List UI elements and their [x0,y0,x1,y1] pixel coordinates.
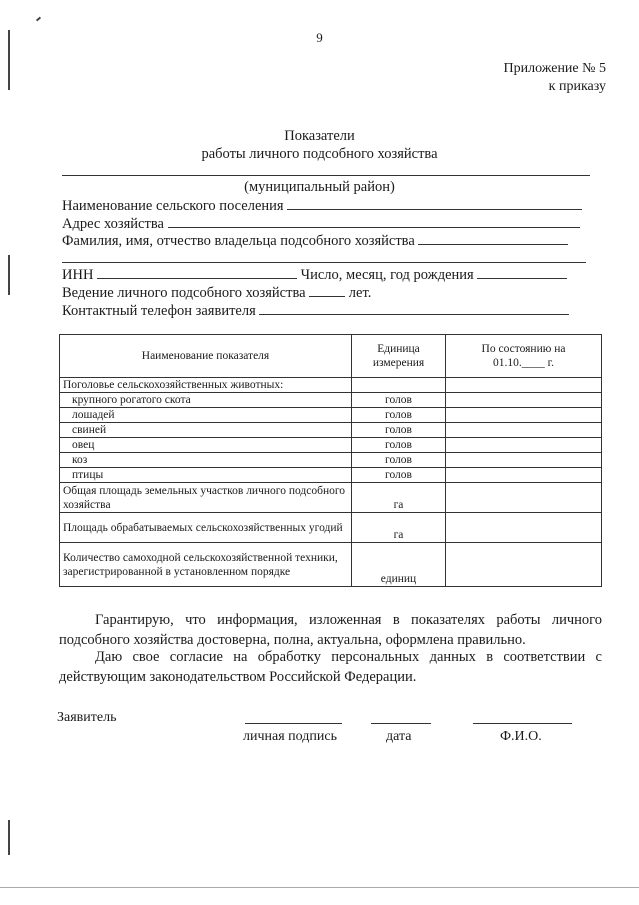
indicator-name-cell: Общая площадь земельных участков личного подсобного хозяйства [60,483,352,513]
signature-label: личная подпись [243,729,337,744]
value-cell[interactable] [446,453,602,468]
address-field [62,215,580,233]
indicator-name-cell: коз [60,453,352,468]
value-cell[interactable] [446,423,602,438]
name-label: Ф.И.О. [500,729,542,744]
table-row [60,438,602,453]
indicators-table [59,334,602,587]
inn-field [62,266,567,284]
table-row [60,543,602,587]
applicant-label: Заявитель [57,710,117,725]
date-line[interactable] [371,723,431,724]
settlement-input-line[interactable] [287,197,582,210]
unit-cell: голов [352,423,446,438]
unit-cell: голов [352,408,446,423]
document-title: Показатели [284,128,355,144]
phone-field [62,302,569,320]
value-cell[interactable] [446,438,602,453]
unit-cell [352,378,446,393]
owner-name-field [62,232,568,250]
table-row [60,408,602,423]
address-input-line[interactable] [168,215,580,228]
indicator-name-cell: свиней [60,423,352,438]
value-cell[interactable] [446,543,602,587]
table-row [60,483,602,513]
birth-date-input-line[interactable] [477,266,567,279]
signature-line[interactable] [245,723,342,724]
unit-cell: голов [352,453,446,468]
document-subtitle: работы личного подсобного хозяйства [201,146,438,162]
inn-label: ИНН [62,267,94,283]
scan-mark [36,17,41,22]
indicator-name-cell: овец [60,438,352,453]
settlement-label: Наименование сельского поселения [62,198,284,214]
header-status-line2: 01.10.____ г. [493,357,554,369]
indicator-name-cell: Площадь обрабатываемых сельскохозяйственных угодий [60,513,352,543]
indicator-name-cell: Количество самоходной сельскохозяйственной техники, зарегистрированной в установленном порядке [60,543,352,587]
table-header-row [60,335,602,378]
header-unit [352,335,446,378]
duration-input-line[interactable] [309,284,345,297]
header-indicator-name: Наименование показателя [60,335,352,378]
phone-input-line[interactable] [259,302,569,315]
scan-mark [8,820,10,855]
header-unit-line2: измерения [372,357,425,369]
header-status-line1: По состоянию на [481,343,566,355]
header-status [446,335,602,378]
settlement-field [62,197,582,215]
value-cell[interactable] [446,513,602,543]
indicator-name-cell: птицы [60,468,352,483]
owner-name-input-line[interactable] [418,232,568,245]
table-row [60,453,602,468]
unit-cell: голов [352,468,446,483]
unit-cell: голов [352,438,446,453]
inn-input-line[interactable] [97,266,297,279]
table-row [60,423,602,438]
indicator-name-cell: Поголовье сельскохозяйственных животных: [60,378,352,393]
table-row [60,378,602,393]
unit-cell: голов [352,393,446,408]
unit-cell: единиц [352,543,446,587]
indicator-name-cell: крупного рогатого скота [60,393,352,408]
name-line[interactable] [473,723,572,724]
indicator-name-cell: лошадей [60,408,352,423]
municipal-district-label: (муниципальный район) [244,179,395,195]
scan-mark [0,887,639,888]
table-row [60,393,602,408]
date-label: дата [386,729,412,744]
owner-name-continuation-line [62,262,586,263]
value-cell[interactable] [446,378,602,393]
scan-mark [8,255,10,295]
appendix-line1: Приложение № 5 [503,61,606,76]
guarantee-paragraph: Гарантирую, что информация, изложенная в показателях работы личного подсобного хозяйства достоверна, полна, актуальна, оформлена правильно. [59,612,602,648]
appendix-line2: к приказу [548,79,606,94]
value-cell[interactable] [446,408,602,423]
unit-cell: га [352,513,446,543]
owner-name-label: Фамилия, имя, отчество владельца подсобного хозяйства [62,233,415,249]
table-row [60,468,602,483]
duration-field [62,284,371,302]
duration-suffix: лет. [348,285,372,301]
value-cell[interactable] [446,483,602,513]
address-label: Адрес хозяйства [62,216,164,232]
phone-label: Контактный телефон заявителя [62,303,256,319]
value-cell[interactable] [446,393,602,408]
page-number: 9 [316,30,323,45]
consent-paragraph: Даю свое согласие на обработку персональных данных в соответствии с действующим законодательством Российской Федерации. [59,649,602,685]
birth-date-label: Число, месяц, год рождения [300,267,474,283]
duration-label: Ведение личного подсобного хозяйства [62,285,306,301]
unit-cell: га [352,483,446,513]
value-cell[interactable] [446,468,602,483]
municipal-district-line [62,175,590,176]
table-row [60,513,602,543]
appendix-header [504,60,607,96]
header-unit-line1: Единица [377,343,420,355]
